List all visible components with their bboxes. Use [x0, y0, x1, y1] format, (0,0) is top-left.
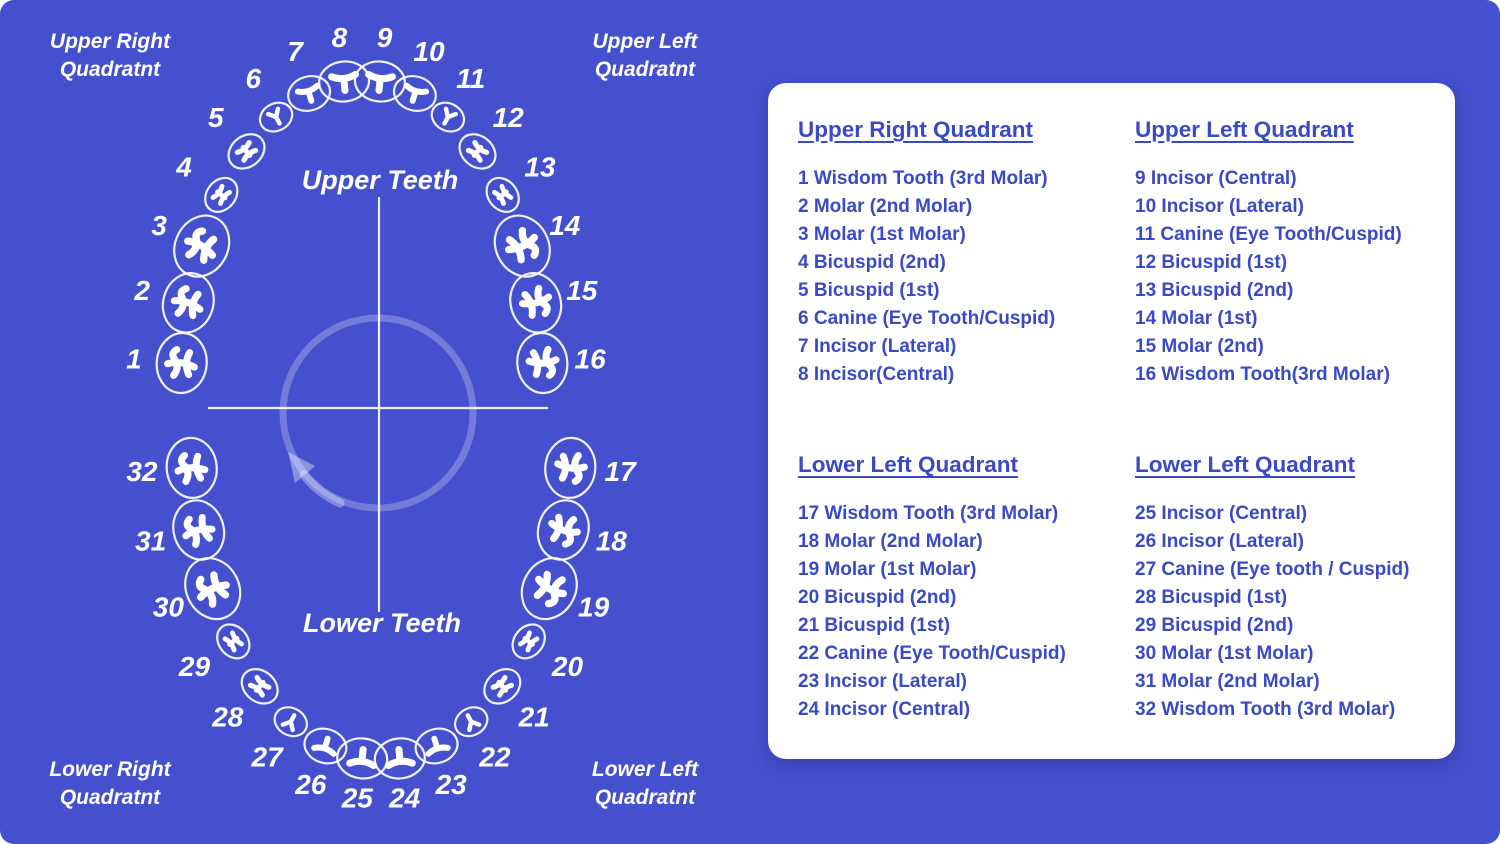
tooth-18-shape	[531, 494, 596, 566]
tooth-list-item: 16 Wisdom Tooth(3rd Molar)	[1135, 364, 1390, 385]
tooth-list-item: 2 Molar (2nd Molar)	[798, 196, 973, 217]
label-line1: Lower Right	[49, 758, 171, 781]
label-line1: Upper Right	[49, 30, 171, 53]
tooth-list-item: 12 Bicuspid (1st)	[1135, 252, 1288, 273]
label-line1: Upper Left	[592, 30, 698, 53]
tooth-20-shape	[506, 618, 552, 665]
crosshair	[208, 197, 548, 612]
tooth-list-item: 19 Molar (1st Molar)	[798, 559, 977, 580]
tooth-list-item: 26 Incisor (Lateral)	[1135, 531, 1304, 552]
tooth-list-item: 7 Incisor (Lateral)	[798, 336, 957, 357]
tooth-number-15: 15	[566, 274, 598, 306]
tooth-list-item: 28 Bicuspid (1st)	[1135, 587, 1288, 608]
tooth-list-item: 1 Wisdom Tooth (3rd Molar)	[798, 168, 1048, 189]
tooth-number-28: 28	[212, 701, 244, 733]
tooth-number-8: 8	[331, 22, 348, 54]
tooth-list-item: 18 Molar (2nd Molar)	[798, 531, 983, 552]
tooth-29-shape	[211, 618, 257, 665]
rotation-arrow-tail	[304, 475, 340, 503]
label-line1: Lower Left	[591, 758, 699, 781]
tooth-list-item: 17 Wisdom Tooth (3rd Molar)	[798, 503, 1059, 524]
tooth-number-23: 23	[435, 768, 467, 800]
section-lower-left-quadrant-1	[798, 452, 1135, 759]
tooth-number-31: 31	[135, 525, 167, 557]
quadrant-title: Upper Right Quadrant	[798, 117, 1033, 142]
tooth-legend-card	[768, 83, 1455, 759]
tooth-number-22: 22	[479, 741, 511, 773]
tooth-number-6: 6	[245, 62, 262, 94]
section-lower-left-quadrant-2	[1135, 452, 1437, 759]
tooth-number-2: 2	[134, 274, 150, 306]
tooth-list-item: 6 Canine (Eye Tooth/Cuspid)	[798, 308, 1056, 329]
tooth-list-item: 4 Bicuspid (2nd)	[798, 252, 946, 273]
tooth-list-item: 32 Wisdom Tooth (3rd Molar)	[1135, 699, 1396, 720]
tooth-list-item: 20 Bicuspid (2nd)	[798, 587, 957, 608]
tooth-list-item: 9 Incisor (Central)	[1135, 168, 1297, 189]
tooth-number-30: 30	[152, 591, 184, 623]
tooth-list	[1135, 500, 1437, 724]
section-upper-left-quadrant	[1135, 117, 1437, 452]
tooth-31-shape	[166, 494, 231, 566]
tooth-3-shape	[164, 206, 240, 286]
tooth-22-shape	[450, 702, 492, 742]
tooth-number-7: 7	[287, 36, 303, 67]
tooth-number-14: 14	[549, 210, 581, 242]
tooth-number-3: 3	[151, 210, 167, 242]
tooth-30-shape	[175, 549, 251, 629]
tooth-list-item: 30 Molar (1st Molar)	[1135, 643, 1314, 664]
tooth-list-item: 13 Bicuspid (2nd)	[1135, 280, 1294, 301]
label-line2: Quadratnt	[594, 786, 696, 809]
tooth-number-5: 5	[208, 102, 224, 133]
tooth-list-item: 24 Incisor (Central)	[798, 699, 971, 720]
tooth-32-shape	[164, 436, 219, 500]
upper-teeth-title: Upper Teeth	[301, 165, 459, 195]
tooth-list-item: 29 Bicuspid (2nd)	[1135, 615, 1294, 636]
quadrant-title: Upper Left Quadrant	[1135, 117, 1354, 142]
tooth-number-29: 29	[178, 651, 211, 683]
tooth-list	[798, 500, 1135, 724]
label-line2: Quadratnt	[59, 58, 161, 81]
tooth-list-item: 5 Bicuspid (1st)	[798, 280, 940, 301]
tooth-number-21: 21	[518, 701, 550, 733]
tooth-list-item: 25 Incisor (Central)	[1135, 503, 1308, 524]
tooth-list-item: 21 Bicuspid (1st)	[798, 615, 951, 636]
tooth-list-item: 10 Incisor (Lateral)	[1135, 196, 1304, 217]
tooth-list	[1135, 165, 1437, 389]
tooth-number-10: 10	[413, 36, 445, 67]
tooth-list-item: 14 Molar (1st)	[1135, 308, 1258, 329]
tooth-number-11: 11	[456, 62, 486, 94]
tooth-number-13: 13	[524, 151, 556, 183]
quadrant-title: Lower Left Quadrant	[798, 452, 1019, 477]
tooth-number-25: 25	[341, 782, 373, 814]
tooth-17-shape	[543, 436, 598, 500]
tooth-number-26: 26	[295, 768, 327, 800]
tooth-list-item: 11 Canine (Eye Tooth/Cuspid)	[1135, 224, 1402, 245]
label-line2: Quadratnt	[594, 58, 696, 81]
lower-teeth-title: Lower Teeth	[302, 608, 462, 638]
tooth-list-item: 31 Molar (2nd Molar)	[1135, 671, 1320, 692]
tooth-number-18: 18	[595, 525, 627, 557]
tooth-4-shape	[199, 172, 245, 219]
tooth-number-20: 20	[551, 651, 584, 683]
tooth-number-12: 12	[492, 102, 524, 133]
tooth-19-shape	[511, 549, 587, 629]
tooth-list-item: 23 Incisor (Lateral)	[798, 671, 967, 692]
tooth-number-17: 17	[604, 455, 636, 487]
tooth-list-item: 3 Molar (1st Molar)	[798, 224, 966, 245]
tooth-number-19: 19	[578, 591, 610, 623]
tooth-number-4: 4	[176, 151, 192, 183]
tooth-5-shape	[222, 127, 272, 176]
section-upper-right-quadrant	[798, 117, 1135, 452]
label-line2: Quadratnt	[59, 786, 161, 809]
tooth-2-shape	[156, 267, 221, 339]
tooth-number-1: 1	[126, 343, 142, 375]
tooth-list-item: 27 Canine (Eye tooth / Cuspid)	[1135, 559, 1410, 580]
tooth-number-27: 27	[251, 741, 283, 773]
tooth-number-24: 24	[389, 782, 421, 814]
tooth-number-16: 16	[574, 343, 606, 375]
tooth-list-item: 8 Incisor(Central)	[798, 364, 955, 385]
tooth-number-32: 32	[126, 455, 158, 487]
quadrant-title: Lower Left Quadrant	[1135, 452, 1356, 477]
tooth-16-shape	[515, 331, 570, 395]
tooth-number-9: 9	[376, 22, 393, 54]
tooth-list-item: 22 Canine (Eye Tooth/Cuspid)	[798, 643, 1066, 664]
tooth-1-shape	[154, 331, 209, 395]
tooth-list	[798, 165, 1135, 389]
tooth-15-shape	[503, 267, 568, 339]
tooth-list-item: 15 Molar (2nd)	[1135, 336, 1264, 357]
tooth-27-shape	[270, 702, 312, 742]
teeth-number-layer	[126, 22, 637, 814]
